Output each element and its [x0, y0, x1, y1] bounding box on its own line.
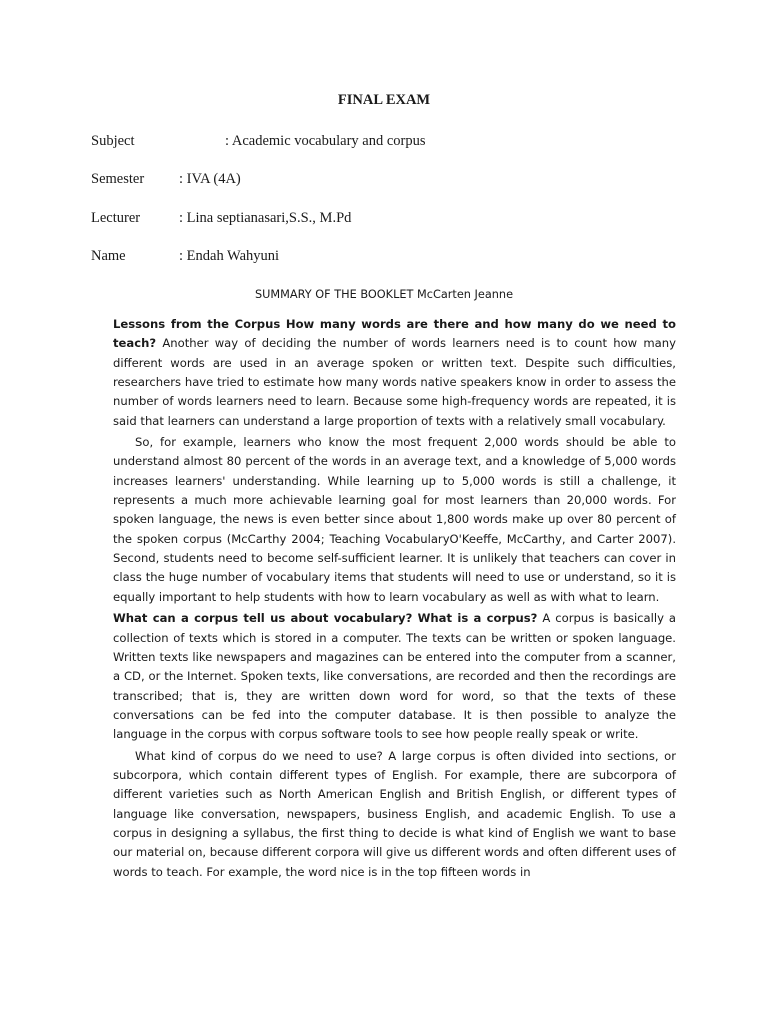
exam-title: FINAL EXAM	[337, 92, 431, 108]
paragraph-3	[113, 609, 676, 744]
paragraph-1-lead: Lessons from the Corpus How many words are there and how many do we need to teach?	[113, 317, 676, 351]
paragraph-2-text: So, for example, learners who know the most frequent 2,000 words should be able to understand almost 80 percent of the words in an average text, and a knowledge of 5,000 words increases learners' understanding. While learning up to 5,000 words is still a challenge, it represents a much more achievable learning goal for most learners than 20,000 words. For spoken language, the news is even better since about 1,800 words make up over 80 percent of the spoken corpus (McCarthy 2004; Teaching VocabularyO'Keeffe, McCarthy, and Carter 2007). Second, students need to become self-sufficient learner. It is unlikely that teachers can cover in class the huge number of vocabulary items that students will need to use or understand, so it is equally important to help students with how to learn vocabulary as well as with what to learn.	[113, 435, 676, 604]
paragraph-3-text: A corpus is basically a collection of texts which is stored in a computer. The texts can be written or spoken language. Written texts like newspapers and magazines can be entered into the computer from a scanner, a CD, or the Internet. Spoken texts, like conversations, are recorded and then the recordings are transcribed; that is, they are written down word for word, so that the texts of these conversations can be fed into the computer database. It is then possible to analyze the language in the corpus with corpus software tools to see how people really speak or write.	[113, 611, 677, 742]
paragraph-4	[113, 747, 676, 882]
paragraph-1	[113, 315, 676, 431]
lecturer-value: : Lina septianasari,S.S., M.Pd	[179, 210, 352, 226]
paragraph-4-text: What kind of corpus do we need to use? A large corpus is often divided into sections, or subcorpora, which contain different types of English. For example, there are subcorpora of different varieties such as North American English and British English, or different types of language like conversation, newspapers, business English, and academic English. To use a corpus in designing a syllabus, the first thing to decide is what kind of English we want to base our material on, because different corpora will give us different words and often different uses of words to teach. For example, the word nice is in the top fifteen words in	[113, 748, 676, 879]
paragraph-3-lead: What can a corpus tell us about vocabulary? What is a corpus?	[113, 611, 538, 626]
lecturer-label: Lecturer	[91, 210, 141, 226]
name-value: : Endah Wahyuni	[179, 248, 280, 264]
subject-value: : Academic vocabulary and corpus	[225, 133, 426, 149]
name-label: Name	[91, 248, 126, 264]
summary-heading: SUMMARY OF THE BOOKLET McCarten Jeanne	[254, 288, 514, 301]
paragraph-2	[113, 433, 676, 607]
semester-value: : IVA (4A)	[179, 171, 241, 187]
paragraph-1-text: Another way of deciding the number of words learners need is to count how many different words are used in an average spoken or written text. Despite such difficulties, researchers have tried to estimate how many words native speakers know in order to assess the number of words learners need to learn. Because some high-frequency words are repeated, it is said that learners can understand a large proportion of texts with a relatively small vocabulary.	[113, 336, 676, 428]
subject-label: Subject	[91, 133, 135, 149]
summary-body	[113, 315, 676, 882]
semester-label: Semester	[91, 171, 145, 187]
